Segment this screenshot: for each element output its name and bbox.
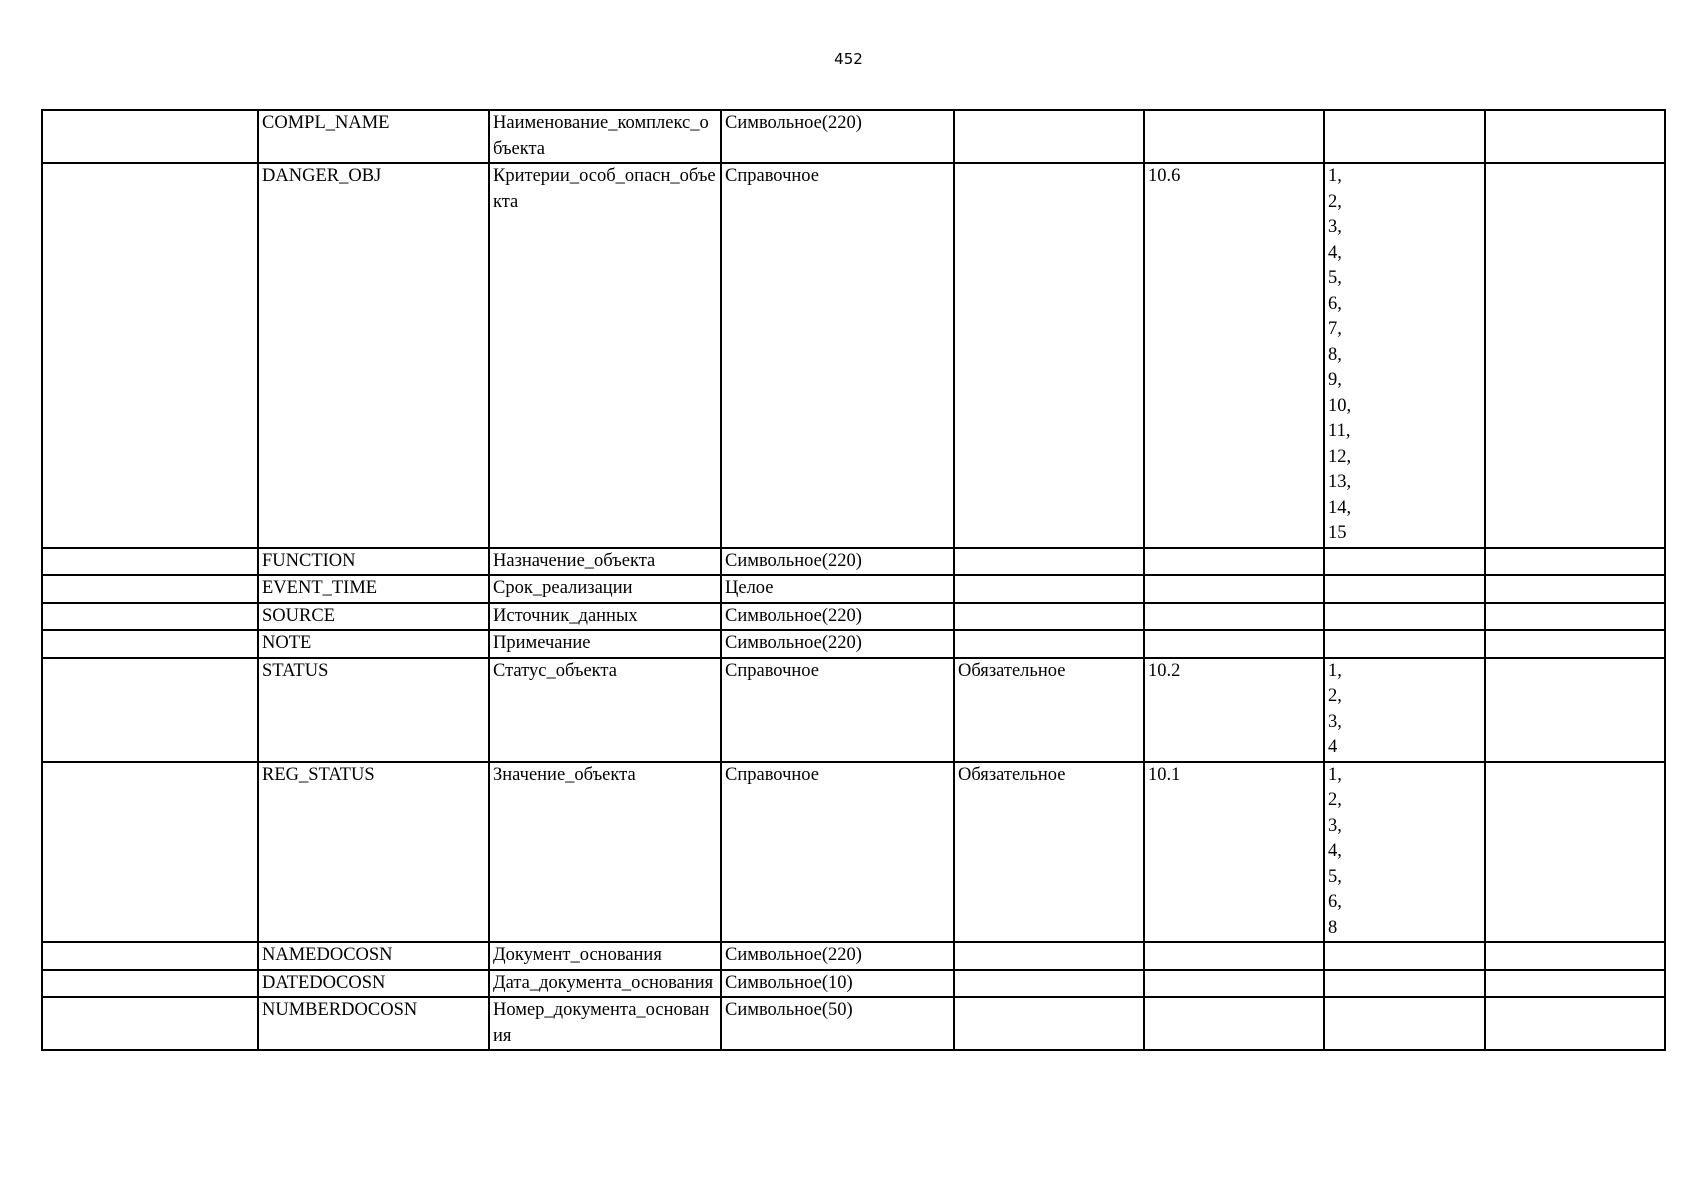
attribute-type-cell: Символьное(10) xyxy=(721,970,954,998)
empty-cell xyxy=(42,630,258,658)
values-cell: 1, 2, 3, 4, 5, 6, 7, 8, 9, 10, 11, 12, 13, 14, 15 xyxy=(1324,163,1485,548)
table-row xyxy=(42,603,1665,631)
required-cell xyxy=(954,942,1144,970)
empty-cell xyxy=(42,110,258,163)
empty-cell xyxy=(42,163,258,548)
required-cell xyxy=(954,110,1144,163)
values-cell xyxy=(1324,110,1485,163)
empty-cell xyxy=(1485,630,1665,658)
table-row xyxy=(42,548,1665,576)
attribute-code-cell: NUMBERDOCOSN xyxy=(258,997,489,1050)
empty-cell xyxy=(1485,603,1665,631)
reference-cell: 10.1 xyxy=(1144,762,1324,943)
attribute-type-cell: Справочное xyxy=(721,163,954,548)
attribute-name-cell: Значение_объекта xyxy=(489,762,721,943)
attribute-name-cell: Назначение_объекта xyxy=(489,548,721,576)
attribute-code-cell: DATEDOCOSN xyxy=(258,970,489,998)
attribute-code-cell: STATUS xyxy=(258,658,489,762)
values-cell xyxy=(1324,630,1485,658)
empty-cell xyxy=(42,942,258,970)
attribute-type-cell: Символьное(220) xyxy=(721,630,954,658)
empty-cell xyxy=(42,575,258,603)
attribute-table xyxy=(41,109,1666,1051)
attribute-type-cell: Символьное(220) xyxy=(721,110,954,163)
attribute-type-cell: Целое xyxy=(721,575,954,603)
empty-cell xyxy=(42,970,258,998)
reference-cell xyxy=(1144,630,1324,658)
empty-cell xyxy=(1485,658,1665,762)
reference-cell xyxy=(1144,942,1324,970)
reference-cell xyxy=(1144,575,1324,603)
attribute-code-cell: SOURCE xyxy=(258,603,489,631)
empty-cell xyxy=(1485,548,1665,576)
empty-cell xyxy=(1485,942,1665,970)
reference-cell xyxy=(1144,970,1324,998)
attribute-type-cell: Символьное(220) xyxy=(721,548,954,576)
values-cell: 1, 2, 3, 4, 5, 6, 8 xyxy=(1324,762,1485,943)
required-cell xyxy=(954,163,1144,548)
values-cell xyxy=(1324,942,1485,970)
required-cell xyxy=(954,548,1144,576)
attribute-name-cell: Статус_объекта xyxy=(489,658,721,762)
required-cell xyxy=(954,603,1144,631)
required-cell: Обязательное xyxy=(954,762,1144,943)
attribute-name-cell: Примечание xyxy=(489,630,721,658)
reference-cell: 10.6 xyxy=(1144,163,1324,548)
table-row xyxy=(42,163,1665,548)
table-row xyxy=(42,762,1665,943)
empty-cell xyxy=(42,658,258,762)
reference-cell xyxy=(1144,110,1324,163)
attribute-code-cell: COMPL_NAME xyxy=(258,110,489,163)
empty-cell xyxy=(42,762,258,943)
attribute-code-cell: FUNCTION xyxy=(258,548,489,576)
attribute-code-cell: EVENT_TIME xyxy=(258,575,489,603)
attribute-type-cell: Справочное xyxy=(721,658,954,762)
required-cell xyxy=(954,970,1144,998)
empty-cell xyxy=(1485,575,1665,603)
empty-cell xyxy=(1485,163,1665,548)
values-cell xyxy=(1324,548,1485,576)
attribute-name-cell: Срок_реализации xyxy=(489,575,721,603)
table-row xyxy=(42,997,1665,1050)
reference-cell xyxy=(1144,548,1324,576)
attribute-code-cell: NOTE xyxy=(258,630,489,658)
required-cell xyxy=(954,630,1144,658)
page-number: 452 xyxy=(834,50,863,68)
values-cell xyxy=(1324,970,1485,998)
attribute-type-cell: Символьное(220) xyxy=(721,942,954,970)
reference-cell: 10.2 xyxy=(1144,658,1324,762)
empty-cell xyxy=(1485,970,1665,998)
attribute-name-cell: Номер_документа_основания xyxy=(489,997,721,1050)
values-cell xyxy=(1324,575,1485,603)
table-row xyxy=(42,110,1665,163)
reference-cell xyxy=(1144,603,1324,631)
values-cell xyxy=(1324,603,1485,631)
table-row xyxy=(42,942,1665,970)
values-cell xyxy=(1324,997,1485,1050)
attribute-code-cell: NAMEDOCOSN xyxy=(258,942,489,970)
attribute-name-cell: Документ_основания xyxy=(489,942,721,970)
empty-cell xyxy=(1485,997,1665,1050)
attribute-type-cell: Символьное(220) xyxy=(721,603,954,631)
empty-cell xyxy=(1485,762,1665,943)
values-cell: 1, 2, 3, 4 xyxy=(1324,658,1485,762)
empty-cell xyxy=(1485,110,1665,163)
table-row xyxy=(42,575,1665,603)
empty-cell xyxy=(42,548,258,576)
reference-cell xyxy=(1144,997,1324,1050)
table-row xyxy=(42,630,1665,658)
required-cell xyxy=(954,575,1144,603)
attribute-type-cell: Символьное(50) xyxy=(721,997,954,1050)
empty-cell xyxy=(42,997,258,1050)
attribute-name-cell: Дата_документа_основания xyxy=(489,970,721,998)
attribute-code-cell: REG_STATUS xyxy=(258,762,489,943)
attribute-name-cell: Источник_данных xyxy=(489,603,721,631)
attribute-name-cell: Наименование_комплекс_объекта xyxy=(489,110,721,163)
required-cell xyxy=(954,997,1144,1050)
table-row xyxy=(42,970,1665,998)
attribute-code-cell: DANGER_OBJ xyxy=(258,163,489,548)
table-row xyxy=(42,658,1665,762)
attribute-name-cell: Критерии_особ_опасн_объекта xyxy=(489,163,721,548)
required-cell: Обязательное xyxy=(954,658,1144,762)
attribute-type-cell: Справочное xyxy=(721,762,954,943)
empty-cell xyxy=(42,603,258,631)
